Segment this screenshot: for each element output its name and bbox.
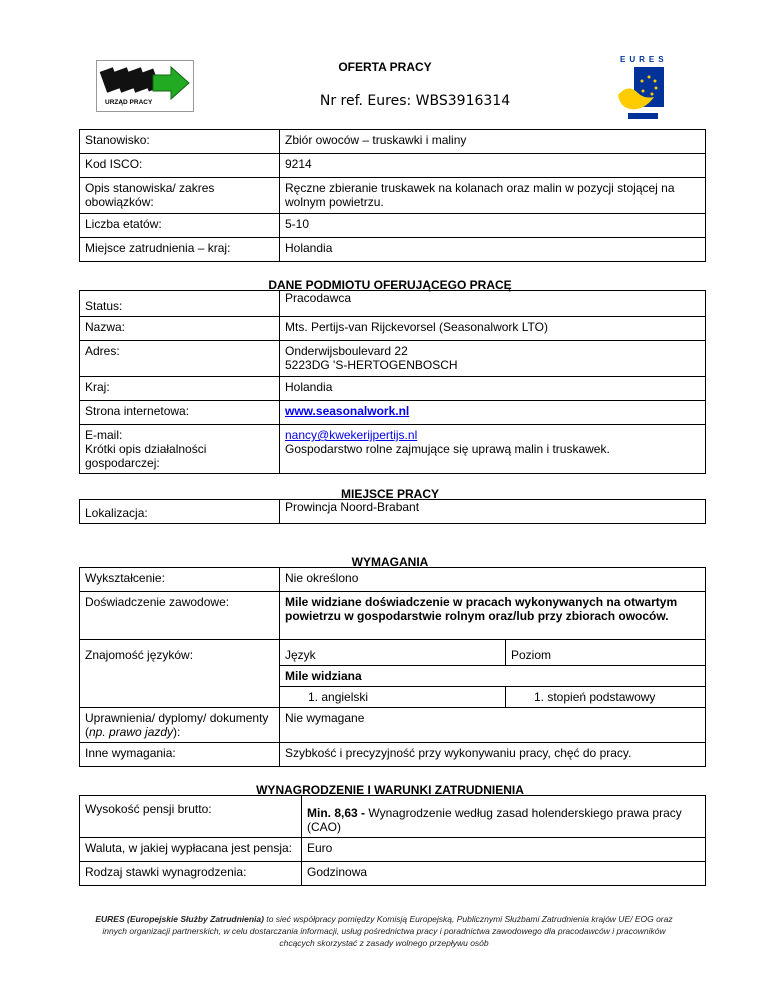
field-label: Uprawnienia/ dyplomy/ dokumenty (np. prawo jazdy): <box>80 708 280 743</box>
salary-section-title: WYNAGRODZENIE I WARUNKI ZATRUDNIENIA <box>256 783 524 797</box>
table-row <box>80 500 706 524</box>
footer-bold: EURES (Europejskie Służby Zatrudnienia) <box>95 914 264 924</box>
table-row <box>80 341 706 377</box>
footer-text: to sieć współpracy pomiędzy Komisją Europejską, Publicznymi Służbami Zatrudnienia krajów UE/ EOG oraz innych organizacji partnerskich, w celu dostarczania informacji, usług pośrednictwa pracy i poradnictwa zawodowego dla pracodawców i pracowników chcących skorzystać z zasady wolnego przepływu osób <box>102 914 673 948</box>
field-value: Godzinowa <box>302 862 706 886</box>
field-value: Nie wymagane <box>280 708 706 743</box>
urzad-pracy-logo <box>96 60 194 112</box>
field-value <box>280 341 706 377</box>
field-label: Opis stanowiska/ zakres obowiązków: <box>80 178 280 214</box>
address-line-1: Onderwijsboulevard 22 <box>285 344 408 358</box>
field-label: Nazwa: <box>80 317 280 341</box>
salary-table <box>79 795 706 886</box>
requirements-table <box>79 567 706 767</box>
employer-section-title: DANE PODMIOTU OFERUJĄCEGO PRACĘ <box>268 278 512 292</box>
workplace-table <box>79 499 706 524</box>
eures-logo-text: EURES <box>620 55 668 64</box>
field-label: Miejsce zatrudnienia – kraj: <box>80 238 280 262</box>
field-label: Kod ISCO: <box>80 154 280 178</box>
field-value: 5-10 <box>280 214 706 238</box>
field-value: Zbiór owoców – truskawki i maliny <box>280 130 706 154</box>
page-title: OFERTA PRACY <box>338 60 432 74</box>
field-label: Znajomość języków: <box>80 640 280 708</box>
field-label: Rodzaj stawki wynagrodzenia: <box>80 862 302 886</box>
table-row <box>80 178 706 214</box>
languages-note: Mile widziana <box>280 666 706 687</box>
field-value <box>302 796 706 838</box>
field-value <box>280 425 706 474</box>
field-label: Status: <box>80 291 280 317</box>
table-row <box>80 401 706 425</box>
field-value: Szybkość i precyzyjność przy wykonywaniu pracy, chęć do pracy. <box>280 743 706 767</box>
table-row <box>80 568 706 592</box>
eures-logo <box>612 55 672 127</box>
field-label: Waluta, w jakiej wypłacana jest pensja: <box>80 838 302 862</box>
address-line-2: 5223DG 'S-HERTOGENBOSCH <box>285 358 458 372</box>
field-value: 9214 <box>280 154 706 178</box>
permissions-label-example: np. prawo jazdy <box>89 725 174 739</box>
website-link[interactable]: www.seasonalwork.nl <box>285 404 410 418</box>
field-value: Holandia <box>280 238 706 262</box>
field-label: Adres: <box>80 341 280 377</box>
table-row <box>80 640 706 666</box>
table-row <box>80 291 706 317</box>
field-label: Wysokość pensji brutto: <box>80 796 302 838</box>
field-value: Holandia <box>280 377 706 401</box>
field-label <box>80 425 280 474</box>
field-label: Strona internetowa: <box>80 401 280 425</box>
table-row <box>80 862 706 886</box>
table-row <box>80 238 706 262</box>
table-row <box>80 592 706 640</box>
table-row <box>80 743 706 767</box>
field-value: Pracodawca <box>280 291 706 317</box>
reference-number: Nr ref. Eures: WBS3916314 <box>319 93 511 109</box>
permissions-label: Uprawnienia/ dyplomy/ dokumenty <box>85 711 269 725</box>
table-row <box>80 377 706 401</box>
requirements-section-title: WYMAGANIA <box>351 555 429 569</box>
email-link[interactable]: nancy@kwekerijpertijs.nl <box>285 428 418 442</box>
salary-amount: Min. 8,63 - <box>307 806 366 820</box>
table-row <box>80 425 706 474</box>
language-item: 1. angielski <box>280 687 506 708</box>
workplace-section-title: MIEJSCE PRACY <box>340 487 440 501</box>
field-value: Prowincja Noord-Brabant <box>280 500 706 524</box>
table-row <box>80 214 706 238</box>
field-value: Euro <box>302 838 706 862</box>
table-row <box>80 317 706 341</box>
field-label: Stanowisko: <box>80 130 280 154</box>
field-label: Wykształcenie: <box>80 568 280 592</box>
field-value <box>280 401 706 425</box>
table-row <box>80 154 706 178</box>
table-row <box>80 838 706 862</box>
field-label: Lokalizacja: <box>80 500 280 524</box>
field-label: Kraj: <box>80 377 280 401</box>
activity-label: Krótki opis działalności gospodarczej: <box>85 442 207 470</box>
email-label: E-mail: <box>85 428 123 442</box>
field-value: Nie określono <box>280 568 706 592</box>
field-value: Mts. Pertijs-van Rijckevorsel (Seasonalwork LTO) <box>280 317 706 341</box>
salary-description: Wynagrodzenie według zasad holenderskiego prawa pracy (CAO) <box>307 806 682 834</box>
table-row <box>80 130 706 154</box>
job-table <box>79 129 706 262</box>
field-value: Mile widziane doświadczenie w pracach wykonywanych na otwartym powietrzu w gospodarstwie rolnym oraz/lub przy zbiorach owoców. <box>280 592 706 640</box>
level-header: Poziom <box>506 640 706 666</box>
logo-caption: URZĄD PRACY <box>105 99 153 106</box>
field-label: Doświadczenie zawodowe: <box>80 592 280 640</box>
activity-value: Gospodarstwo rolne zajmujące się uprawą malin i truskawek. <box>285 442 610 456</box>
eures-emblem-icon <box>614 65 670 121</box>
language-header: Język <box>280 640 506 666</box>
employer-table <box>79 290 706 474</box>
level-item: 1. stopień podstawowy <box>506 687 706 708</box>
footer-note <box>88 913 680 949</box>
field-value: Ręczne zbieranie truskawek na kolanach oraz malin w pozycji stojącej na wolnym powietrzu. <box>280 178 706 214</box>
table-row <box>80 708 706 743</box>
field-label: Liczba etatów: <box>80 214 280 238</box>
table-row <box>80 796 706 838</box>
field-label: Inne wymagania: <box>80 743 280 767</box>
